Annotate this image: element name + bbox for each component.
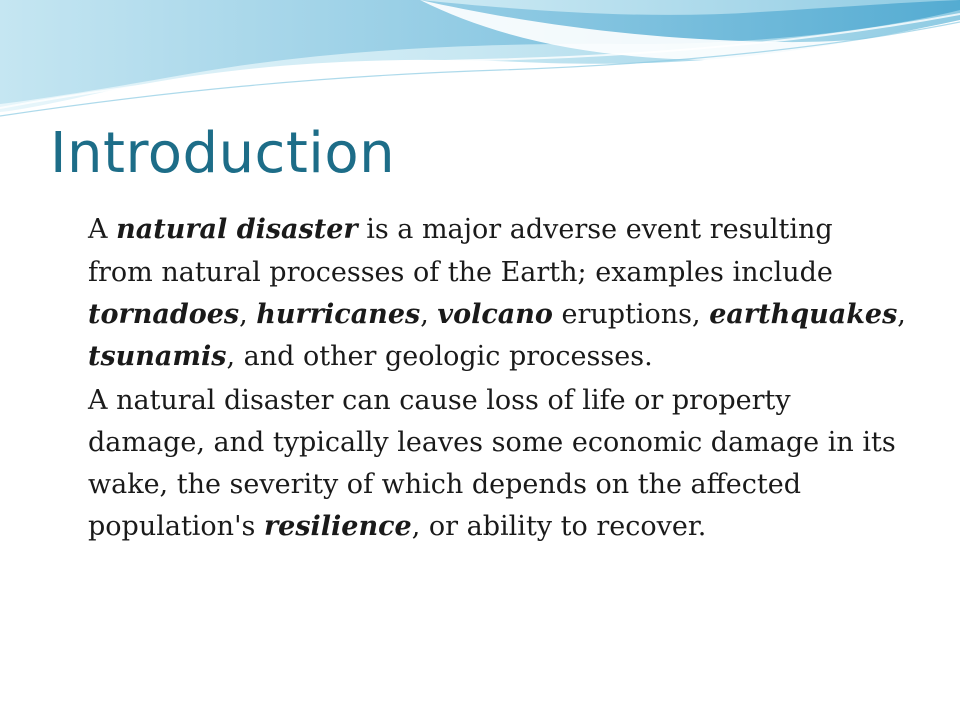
- paragraph-1-text: A: [88, 214, 117, 245]
- paragraph-3-text-2: , or ability to recover.: [411, 511, 707, 542]
- paragraph-2-text-3: , and other geologic processes.: [226, 341, 653, 372]
- term-volcano: volcano: [437, 299, 553, 330]
- header-wave-decoration: [0, 0, 960, 130]
- paragraph-3-text: A natural disaster can cause loss of life or property damage, and typically leaves some economic damage in its wake, the severity of which depends on the affected population's: [88, 385, 896, 542]
- paragraph-2: [88, 252, 908, 378]
- paragraph-1-text-2: is a major adverse event resulting: [357, 214, 833, 245]
- term-resilience: resilience: [263, 511, 412, 542]
- term-tornadoes: tornadoes: [88, 299, 240, 330]
- separator: ,: [897, 299, 906, 330]
- term-natural-disaster: natural disaster: [116, 214, 358, 245]
- paragraph-1: [88, 208, 908, 252]
- separator: ,: [420, 299, 438, 330]
- slide-title: Introduction: [50, 121, 396, 186]
- term-hurricanes: hurricanes: [256, 299, 421, 330]
- term-earthquakes: earthquakes: [709, 299, 898, 330]
- paragraph-2-text: from natural processes of the Earth; examples include: [88, 257, 833, 288]
- term-tsunamis: tsunamis: [88, 341, 227, 372]
- paragraph-2-text-2: eruptions,: [552, 299, 710, 330]
- separator: ,: [239, 299, 257, 330]
- slide-body: [88, 208, 908, 548]
- paragraph-3: [88, 380, 908, 548]
